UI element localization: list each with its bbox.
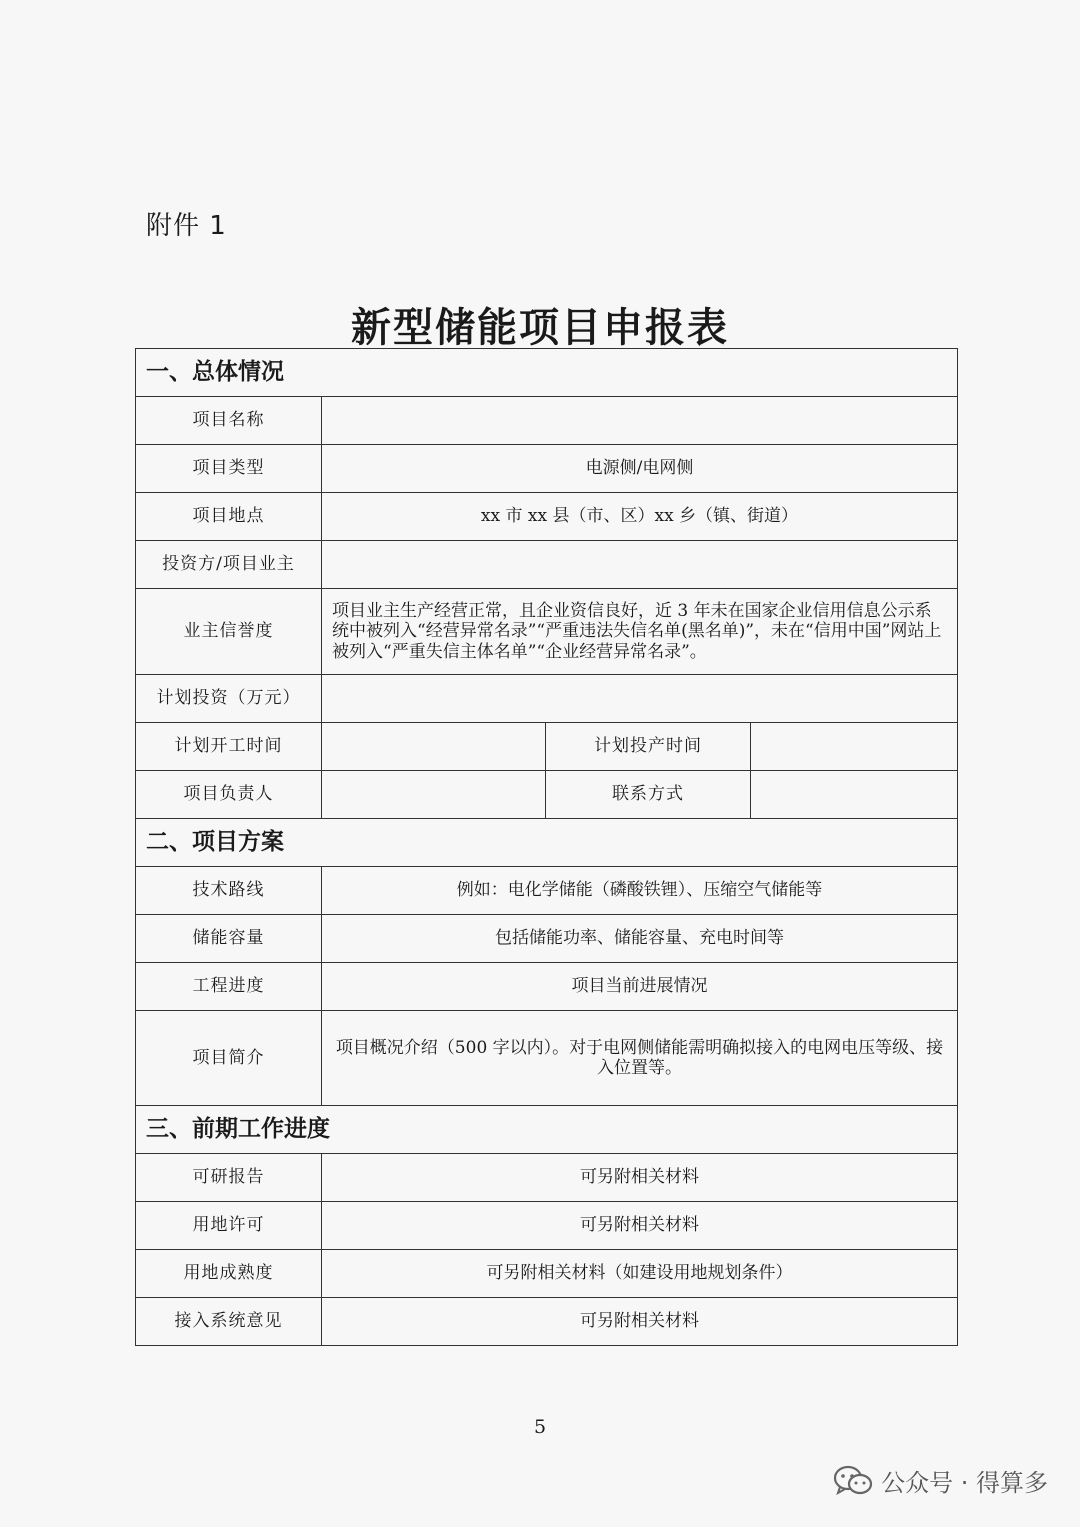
document-title: 新型储能项目申报表 [351, 305, 729, 351]
table-row [136, 675, 958, 723]
project-name-label: 项目名称 [136, 397, 322, 445]
investment-field[interactable] [322, 675, 958, 723]
section-row-plan [136, 819, 958, 867]
table-row [136, 915, 958, 963]
table-row [136, 1202, 958, 1250]
table-row [136, 771, 958, 819]
project-location-label: 项目地点 [136, 493, 322, 541]
project-type-label: 项目类型 [136, 445, 322, 493]
start-time-field[interactable] [322, 723, 546, 771]
table-row [136, 1154, 958, 1202]
production-time-label: 计划投产时间 [546, 723, 751, 771]
table-row [136, 493, 958, 541]
tech-route-label: 技术路线 [136, 867, 322, 915]
attachment-label: 附件 1 [146, 211, 227, 241]
feasibility-report-label: 可研报告 [136, 1154, 322, 1202]
contact-label: 联系方式 [546, 771, 751, 819]
tech-route-field[interactable]: 例如：电化学储能（磷酸铁锂）、压缩空气储能等 [322, 867, 958, 915]
investment-label: 计划投资（万元） [136, 675, 322, 723]
table-row [136, 445, 958, 493]
grid-access-opinion-field[interactable]: 可另附相关材料 [322, 1298, 958, 1346]
credit-label: 业主信誉度 [136, 589, 322, 675]
manager-field[interactable] [322, 771, 546, 819]
watermark [833, 1463, 1048, 1498]
table-row [136, 1298, 958, 1346]
land-maturity-field[interactable]: 可另附相关材料（如建设用地规划条件） [322, 1250, 958, 1298]
construction-progress-field[interactable]: 项目当前进展情况 [322, 963, 958, 1011]
land-maturity-label: 用地成熟度 [136, 1250, 322, 1298]
table-row [136, 867, 958, 915]
project-intro-field[interactable]: 项目概况介绍（500 字以内）。对于电网侧储能需明确拟接入的电网电压等级、接入位置等。 [322, 1011, 958, 1106]
start-time-label: 计划开工时间 [136, 723, 322, 771]
page-number: 5 [533, 1416, 547, 1438]
grid-access-opinion-label: 接入系统意见 [136, 1298, 322, 1346]
application-form-table [135, 348, 958, 1346]
watermark-text: 公众号 · 得算多 [881, 1469, 1048, 1497]
table-row [136, 589, 958, 675]
storage-capacity-field[interactable]: 包括储能功率、储能容量、充电时间等 [322, 915, 958, 963]
storage-capacity-label: 储能容量 [136, 915, 322, 963]
project-name-field[interactable] [322, 397, 958, 445]
project-intro-label: 项目简介 [136, 1011, 322, 1106]
section-row-progress [136, 1106, 958, 1154]
project-type-field[interactable]: 电源侧/电网侧 [322, 445, 958, 493]
table-row [136, 1011, 958, 1106]
construction-progress-label: 工程进度 [136, 963, 322, 1011]
table-row [136, 397, 958, 445]
manager-label: 项目负责人 [136, 771, 322, 819]
section-row-general [136, 349, 958, 397]
table-row [136, 541, 958, 589]
land-permit-label: 用地许可 [136, 1202, 322, 1250]
credit-field[interactable]: 项目业主生产经营正常，且企业资信良好，近 3 年未在国家企业信用信息公示系统中被列入“经营异常名录”“严重违法失信名单(黑名单)”，未在“信用中国”网站上被列入“严重失信主体名单”“企业经营异常名录”。 [322, 589, 958, 675]
section-heading-general: 一、总体情况 [136, 349, 958, 397]
feasibility-report-field[interactable]: 可另附相关材料 [322, 1154, 958, 1202]
contact-field[interactable] [751, 771, 958, 819]
investor-label: 投资方/项目业主 [136, 541, 322, 589]
table-row [136, 723, 958, 771]
investor-field[interactable] [322, 541, 958, 589]
project-location-field[interactable]: xx 市 xx 县（市、区）xx 乡（镇、街道） [322, 493, 958, 541]
land-permit-field[interactable]: 可另附相关材料 [322, 1202, 958, 1250]
table-row [136, 1250, 958, 1298]
production-time-field[interactable] [751, 723, 958, 771]
wechat-icon [833, 1465, 873, 1497]
table-row [136, 963, 958, 1011]
section-heading-progress: 三、前期工作进度 [136, 1106, 958, 1154]
section-heading-plan: 二、项目方案 [136, 819, 958, 867]
